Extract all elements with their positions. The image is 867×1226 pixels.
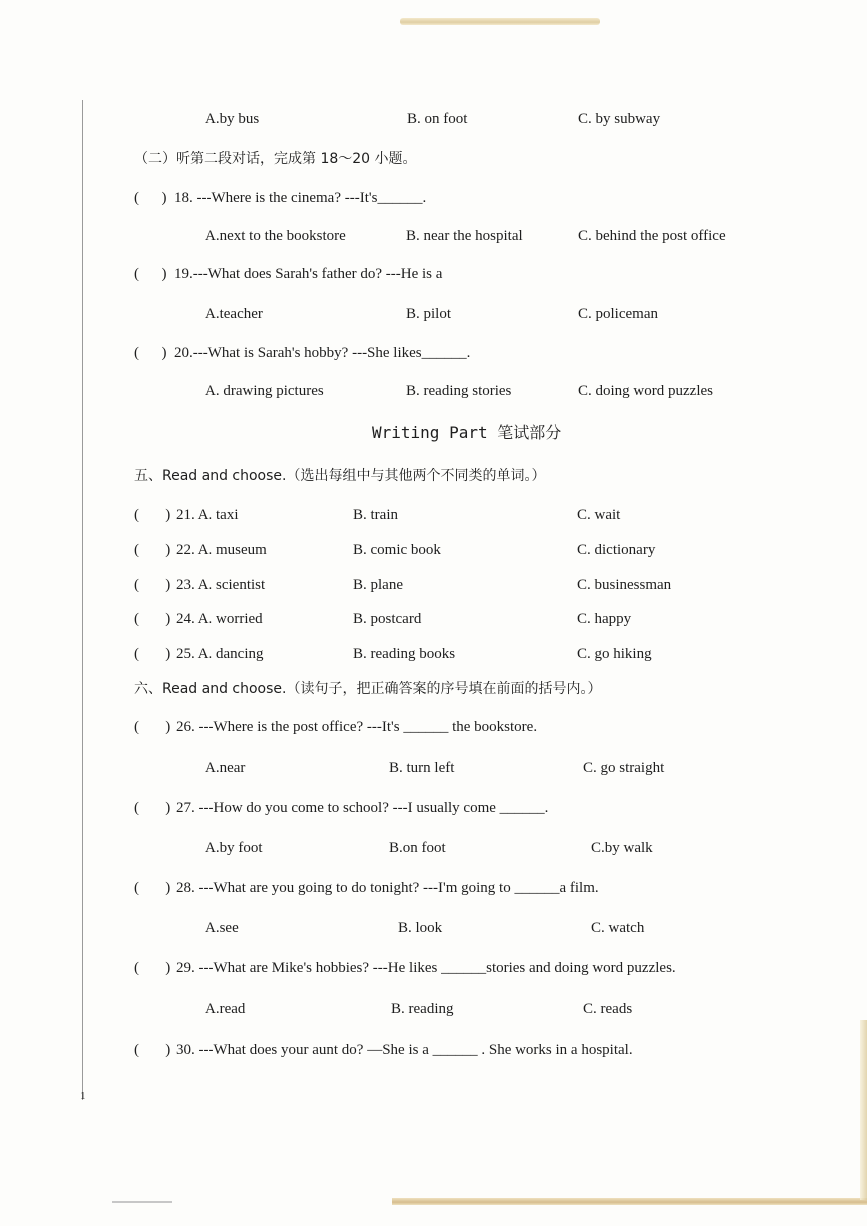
q22-option-a: 22. A. museum bbox=[176, 542, 267, 558]
section-heading-listening-2: （二）听第二段对话，完成第 18～20 小题。 bbox=[134, 151, 417, 167]
q22-option-c: C. dictionary bbox=[577, 542, 656, 558]
q24-option-b: B. postcard bbox=[353, 611, 422, 627]
answer-blank-24[interactable]: ( ) bbox=[134, 611, 174, 627]
section-heading-5: 五、Read and choose.（选出每组中与其他两个不同类的单词。） bbox=[134, 468, 546, 484]
q23-option-c: C. businessman bbox=[577, 577, 672, 593]
answer-blank-21[interactable]: ( ) bbox=[134, 507, 174, 523]
q29-option-a: A.read bbox=[205, 1001, 246, 1017]
q20-option-b: B. reading stories bbox=[406, 383, 512, 399]
q26-option-b: B. turn left bbox=[389, 760, 455, 776]
section-heading-6: 六、Read and choose.（读句子，把正确答案的序号填在前面的括号内。） bbox=[134, 681, 602, 697]
answer-blank-18[interactable]: ( ) bbox=[134, 190, 171, 206]
question-29: 29. ---What are Mike's hobbies? ---He likes ______stories and doing word puzzles. bbox=[176, 960, 676, 976]
scan-artifact-top bbox=[400, 18, 600, 25]
q24-option-c: C. happy bbox=[577, 611, 632, 627]
question-30: 30. ---What does your aunt do? —She is a ______ . She works in a hospital. bbox=[176, 1042, 633, 1058]
q25-option-a: 25. A. dancing bbox=[176, 646, 264, 662]
q25-option-b: B. reading books bbox=[353, 646, 456, 662]
answer-blank-29[interactable]: ( ) bbox=[134, 960, 174, 976]
q28-option-c: C. watch bbox=[591, 920, 645, 936]
answer-blank-19[interactable]: ( ) bbox=[134, 266, 171, 282]
q23-option-b: B. plane bbox=[353, 577, 403, 593]
page-number: 1 bbox=[80, 1090, 86, 1102]
q28-option-a: A.see bbox=[205, 920, 239, 936]
question-27: 27. ---How do you come to school? ---I usually come ______. bbox=[176, 800, 549, 816]
q29-option-c: C. reads bbox=[583, 1001, 633, 1017]
answer-blank-23[interactable]: ( ) bbox=[134, 577, 174, 593]
scan-artifact-right bbox=[860, 1020, 867, 1200]
q26-option-c: C. go straight bbox=[583, 760, 665, 776]
q22-option-b: B. comic book bbox=[353, 542, 441, 558]
binding-margin-line bbox=[82, 100, 83, 1100]
writing-part-title: Writing Part 笔试部分 bbox=[372, 423, 562, 442]
scan-artifact-bottom-left bbox=[112, 1201, 172, 1203]
option-b: B. on foot bbox=[407, 111, 468, 127]
q19-option-b: B. pilot bbox=[406, 306, 452, 322]
q19-option-a: A.teacher bbox=[205, 306, 263, 322]
q21-option-b: B. train bbox=[353, 507, 398, 523]
q29-option-b: B. reading bbox=[391, 1001, 454, 1017]
q20-option-c: C. doing word puzzles bbox=[578, 383, 713, 399]
q19-option-c: C. policeman bbox=[578, 306, 658, 322]
answer-blank-28[interactable]: ( ) bbox=[134, 880, 174, 896]
answer-blank-20[interactable]: ( ) bbox=[134, 345, 171, 361]
question-26: 26. ---Where is the post office? ---It's ______ the bookstore. bbox=[176, 719, 538, 735]
question-28: 28. ---What are you going to do tonight? ---I'm going to ______a film. bbox=[176, 880, 599, 896]
q20-option-a: A. drawing pictures bbox=[205, 383, 324, 399]
answer-blank-25[interactable]: ( ) bbox=[134, 646, 174, 662]
option-c: C. by subway bbox=[578, 111, 661, 127]
q21-option-a: 21. A. taxi bbox=[176, 507, 239, 523]
q27-option-a: A.by foot bbox=[205, 840, 263, 856]
q18-option-a: A.next to the bookstore bbox=[205, 228, 346, 244]
q18-option-c: C. behind the post office bbox=[578, 228, 726, 244]
q28-option-b: B. look bbox=[398, 920, 443, 936]
q25-option-c: C. go hiking bbox=[577, 646, 652, 662]
question-18: 18. ---Where is the cinema? ---It's______. bbox=[174, 190, 427, 206]
scan-artifact-bottom bbox=[392, 1198, 867, 1205]
q21-option-c: C. wait bbox=[577, 507, 621, 523]
answer-blank-22[interactable]: ( ) bbox=[134, 542, 174, 558]
answer-blank-26[interactable]: ( ) bbox=[134, 719, 174, 735]
q23-option-a: 23. A. scientist bbox=[176, 577, 266, 593]
q24-option-a: 24. A. worried bbox=[176, 611, 263, 627]
question-19: 19.---What does Sarah's father do? ---He is a bbox=[174, 266, 443, 282]
answer-blank-30[interactable]: ( ) bbox=[134, 1042, 174, 1058]
answer-blank-27[interactable]: ( ) bbox=[134, 800, 174, 816]
q26-option-a: A.near bbox=[205, 760, 246, 776]
q27-option-c: C.by walk bbox=[591, 840, 653, 856]
question-20: 20.---What is Sarah's hobby? ---She likes______. bbox=[174, 345, 471, 361]
option-a: A.by bus bbox=[205, 111, 260, 127]
q27-option-b: B.on foot bbox=[389, 840, 446, 856]
q18-option-b: B. near the hospital bbox=[406, 228, 523, 244]
